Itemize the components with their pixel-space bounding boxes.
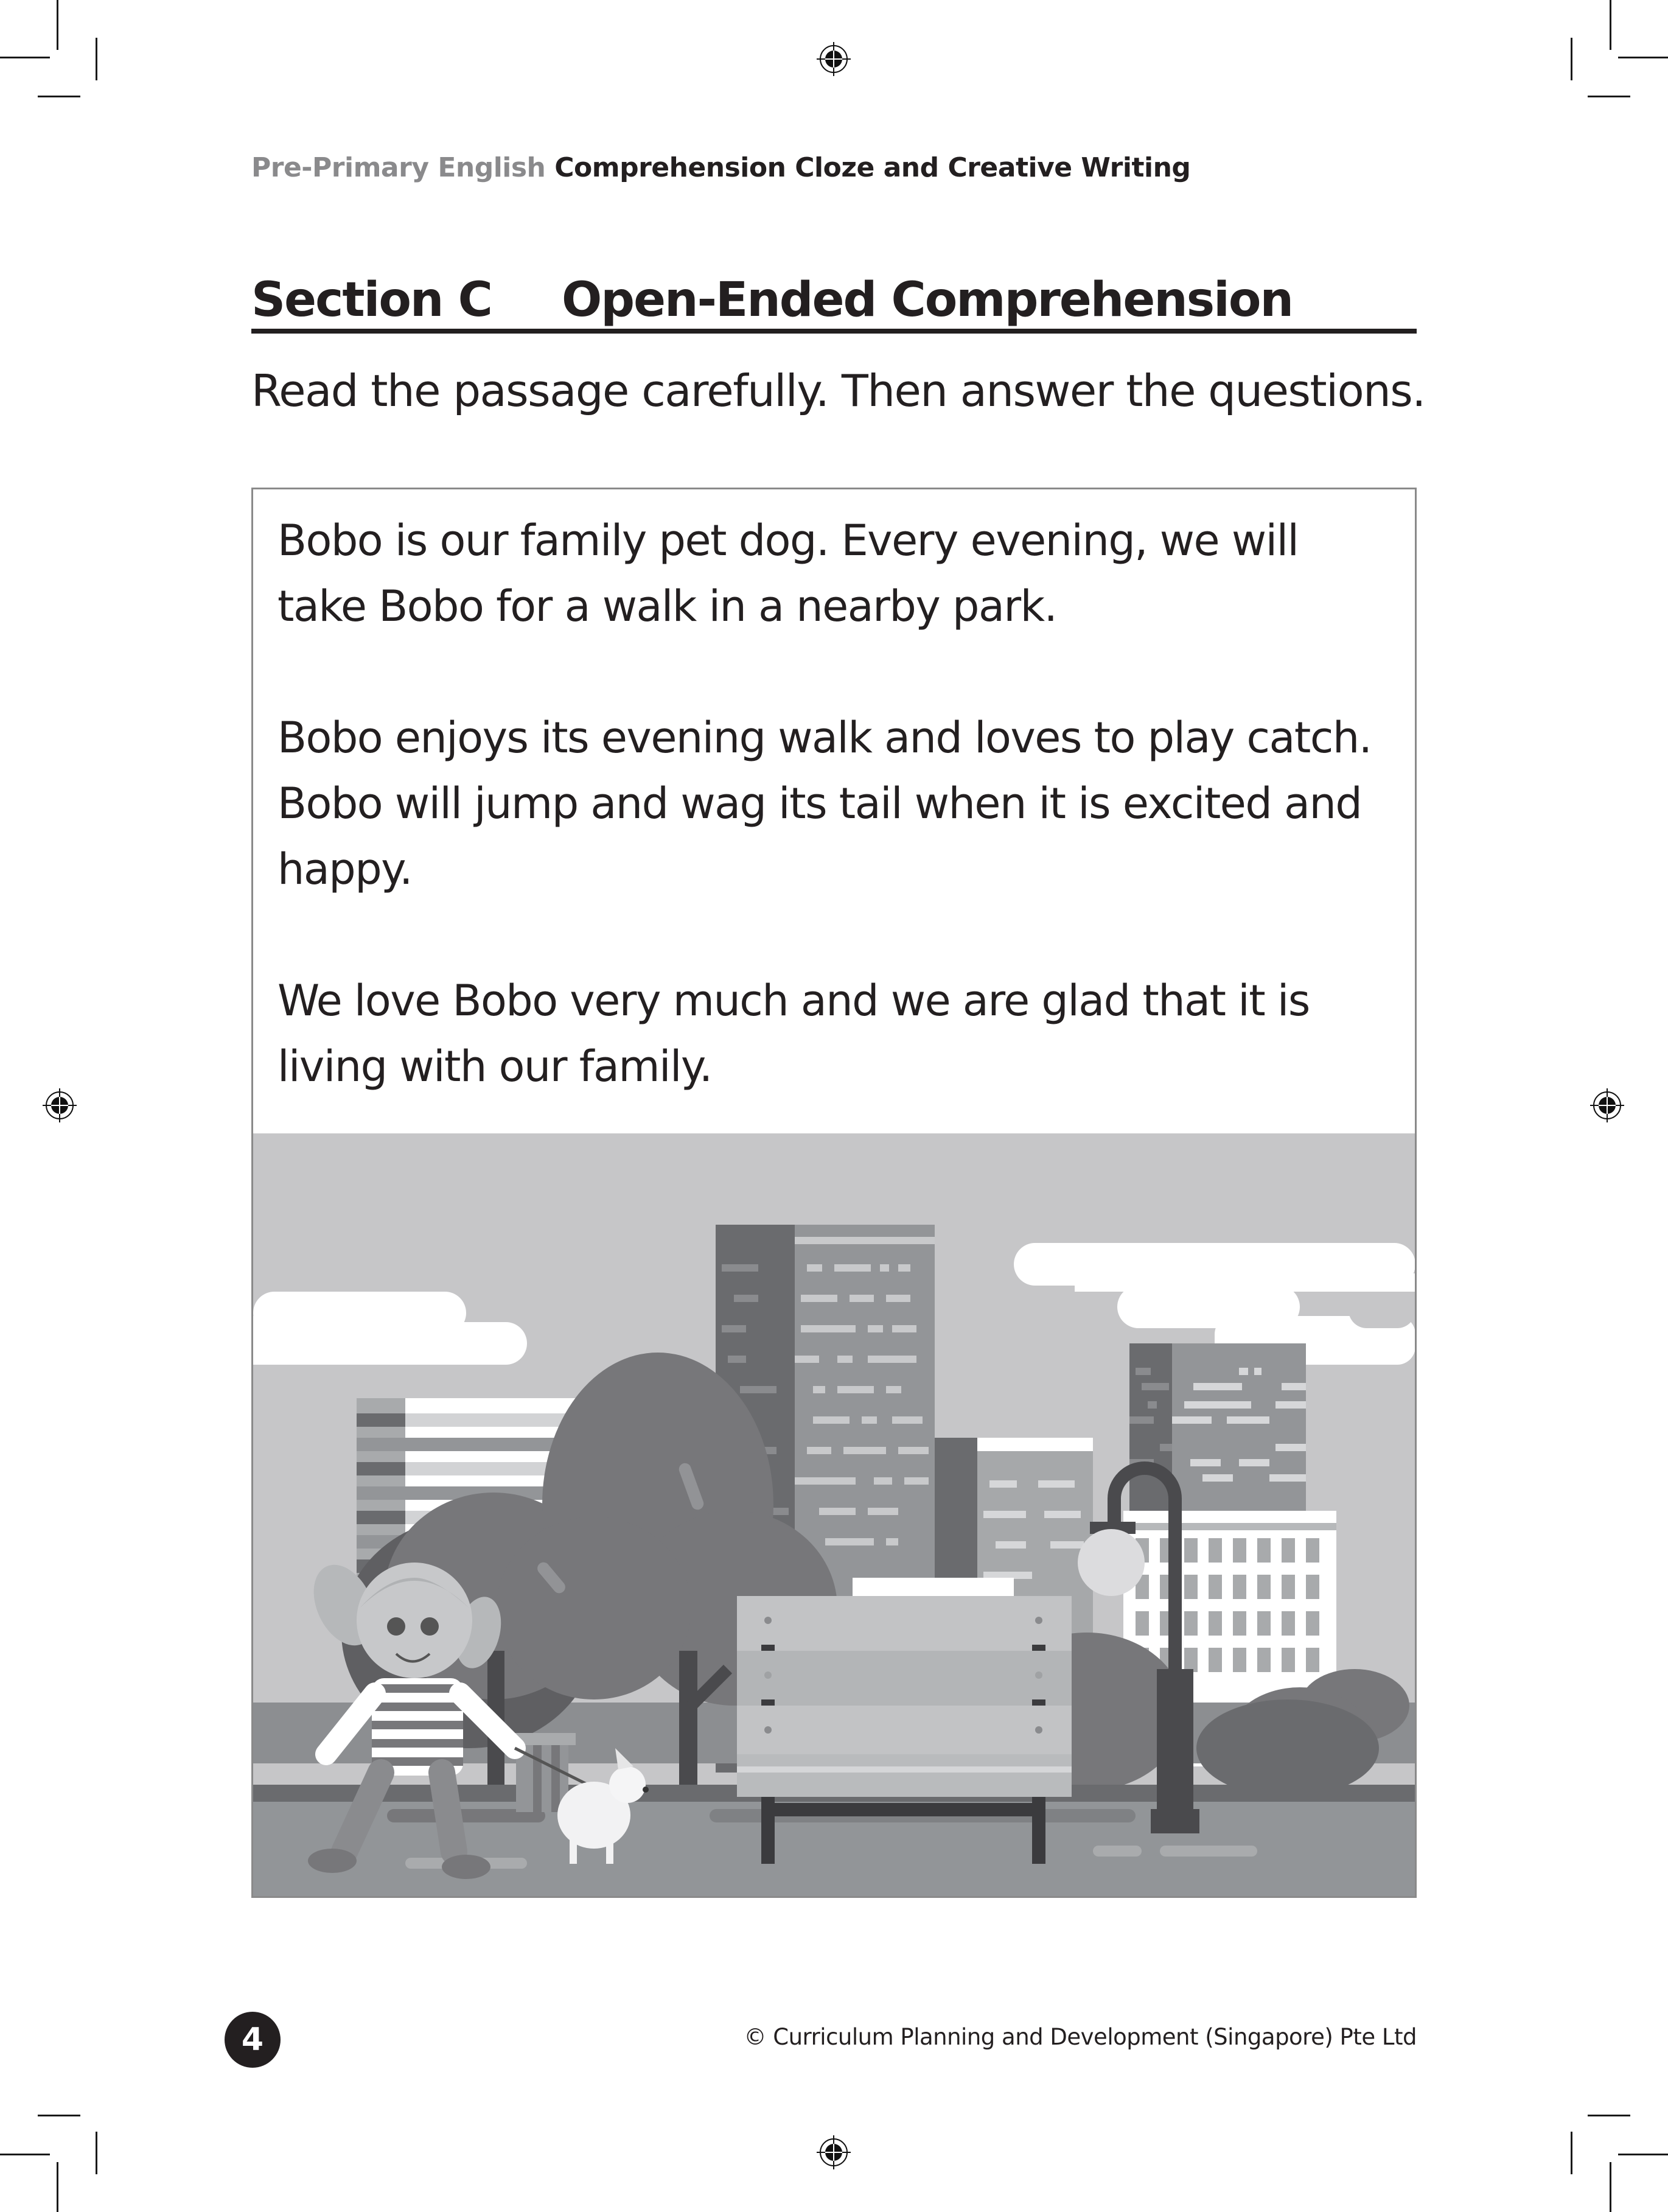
- registration-mark-icon: [41, 1087, 78, 1124]
- crop-mark: [0, 2154, 50, 2155]
- park-illustration: [253, 1133, 1415, 1896]
- passage-text: [277, 508, 1397, 1099]
- registration-mark-icon: [815, 2134, 852, 2171]
- crop-mark: [57, 2162, 58, 2212]
- passage-box: [251, 488, 1417, 1898]
- page-number-badge: 4: [225, 2012, 281, 2068]
- crop-mark: [38, 96, 80, 97]
- running-header: [251, 152, 1190, 183]
- crop-mark: [1588, 2115, 1630, 2116]
- passage-paragraph: Bobo is our family pet dog. Every evening, we will take Bobo for a walk in a nearby park.: [277, 516, 1299, 631]
- passage-paragraph: We love Bobo very much and we are glad that it is living with our family.: [277, 976, 1310, 1091]
- crop-mark: [1618, 2154, 1668, 2155]
- crop-mark: [0, 57, 50, 58]
- registration-mark-icon: [815, 41, 852, 77]
- crop-mark: [1618, 57, 1668, 58]
- crop-mark: [57, 0, 58, 50]
- crop-mark: [96, 38, 97, 80]
- registration-mark-icon: [1589, 1087, 1625, 1124]
- crop-mark: [96, 2132, 97, 2174]
- book-title: Comprehension Cloze and Creative Writing: [554, 152, 1191, 183]
- crop-mark: [1610, 2162, 1611, 2212]
- passage-paragraph: Bobo enjoys its evening walk and loves to play catch. Bobo will jump and wag its tail when it is excited and happy.: [277, 713, 1372, 894]
- instruction-text: Read the passage carefully. Then answer the questions.: [251, 365, 1425, 416]
- section-title: Open-Ended Comprehension: [562, 273, 1293, 327]
- section-label: Section C: [251, 273, 492, 327]
- copyright-text: © Curriculum Planning and Development (Singapore) Pte Ltd: [744, 2024, 1417, 2050]
- crop-mark: [38, 2115, 80, 2116]
- series-name: Pre-Primary English: [251, 152, 546, 183]
- section-heading: [251, 268, 1417, 334]
- crop-mark: [1588, 96, 1630, 97]
- crop-mark: [1571, 38, 1572, 80]
- crop-mark: [1571, 2132, 1572, 2174]
- crop-mark: [1610, 0, 1611, 50]
